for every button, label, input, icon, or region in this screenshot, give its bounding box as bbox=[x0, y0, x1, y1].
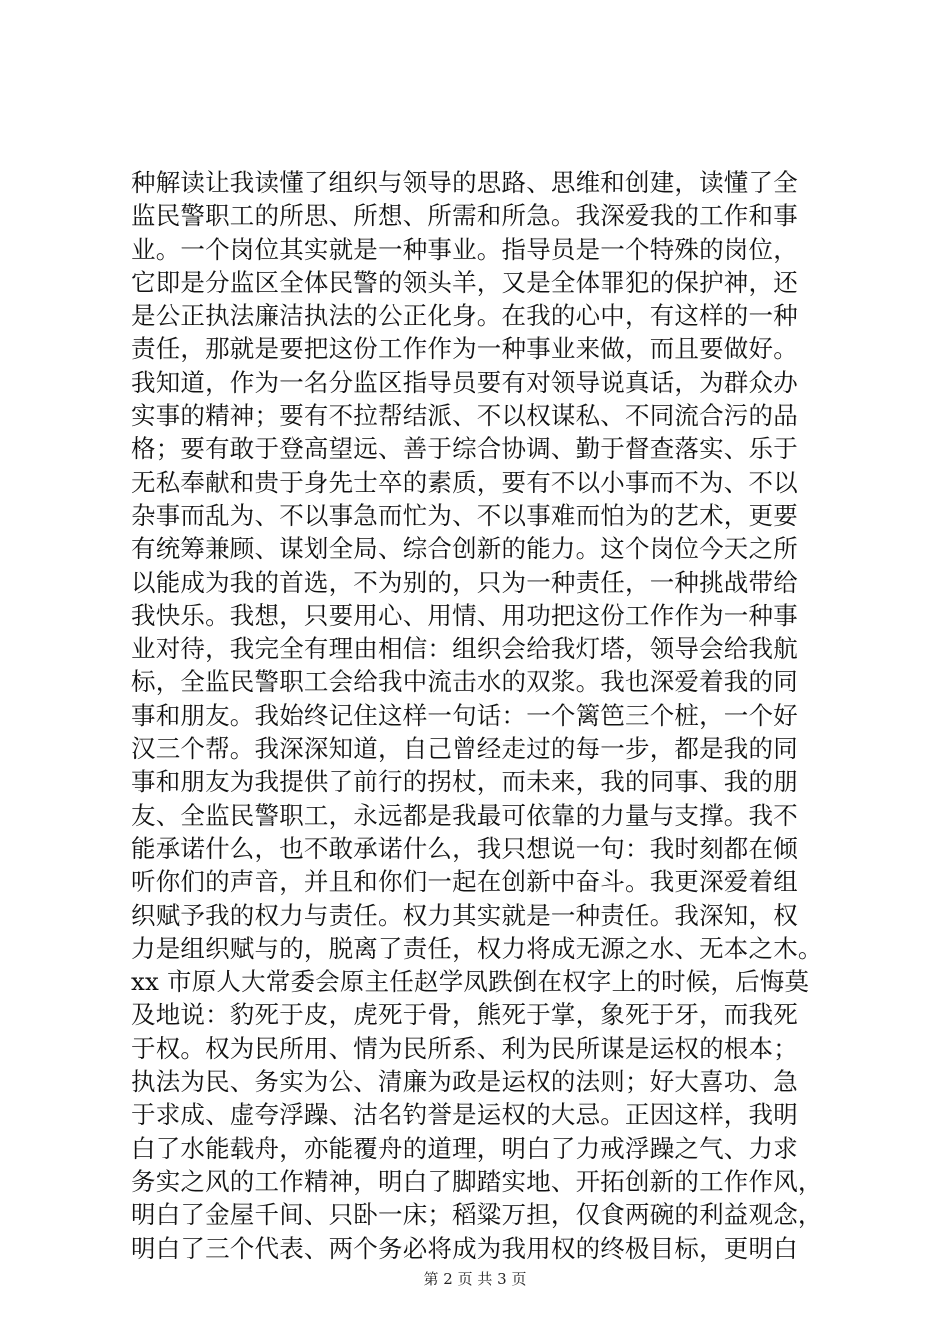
body-text: 种解读让我读懂了组织与领导的思路、思维和创建，读懂了全 监民警职工的所思、所想、所需和所急。我深爱我的工作和事 业。一个岗位其实就是一种事业。指导员是一个特殊的岗位， 它即是分监区全体民警的领头羊，又是全体罪犯的保护神，还 是公正执法廉洁执法的公正化身。在我的心中，有这样的一种 责任，那就是要把这份工作作为一种事业来做，而且要做好。 我知道，作为一名分监区指导员要有对领导说真话，为群众办 实事的精神；要有不拉帮结派、不以权谋私、不同流合污的品 格；要有敢于登高望远、善于综合协调、勤于督查落实、乐于 无私奉献和贵于身先士卒的素质，要有不以小事而不为、不以 杂事而乱为、不以事急而忙为、不以事难而怕为的艺术，更要 有统筹兼顾、谋划全局、综合创新的能力。这个岗位今天之所 以能成为我的首选，不为别的，只为一种责任，一种挑战带给 我快乐。我想，只要用心、用情、用功把这份工作作为一种事 业对待，我完全有理由相信：组织会给我灯塔，领导会给我航 标，全监民警职工会给我中流击水的双浆。我也深爱着我的同 事和朋友。我始终记住这样一句话：一个篱笆三个桩，一个好 汉三个帮。我深深知道，自己曾经走过的每一步，都是我的同 事和朋友为我提供了前行的拐杖，而未来，我的同事、我的朋 友、全监民警职工，永远都是我最可依靠的力量与支撑。我不 能承诺什么，也不敢承诺什么，我只想说一句：我时刻都在倾 听你们的声音，并且和你们一起在创新中奋斗。我更深爱着组 织赋予我的权力与责任。权力其实就是一种责任。我深知，权 力是组织赋与的，脱离了责任，权力将成无源之水、无本之木。 xx 市原人大常委会原主任赵学凤跌倒在权字上的时候，后悔莫 及地说：豹死于皮，虎死于骨，熊死于掌，象死于牙，而我死 于权。权为民所用、情为民所系、利为民所谋是运权的根本； 执法为民、务实为公、清廉为政是运权的法则；好大喜功、急 于求成、虚夸浮躁、沽名钓誉是运权的大忌。正因这样，我明 白了水能载舟，亦能覆舟的道理，明白了力戒浮躁之气、力求 务实之风的工作精神，明白了脚踏实地、开拓创新的工作作风， 明白了金屋千间、只卧一床；稻粱万担，仅食两碗的利益观念， 明白了三个代表、两个务必将成为我用权的终极目标，更明白 bbox=[131, 168, 823, 1263]
page-footer: 第 2 页 共 3 页 bbox=[423, 1270, 527, 1288]
